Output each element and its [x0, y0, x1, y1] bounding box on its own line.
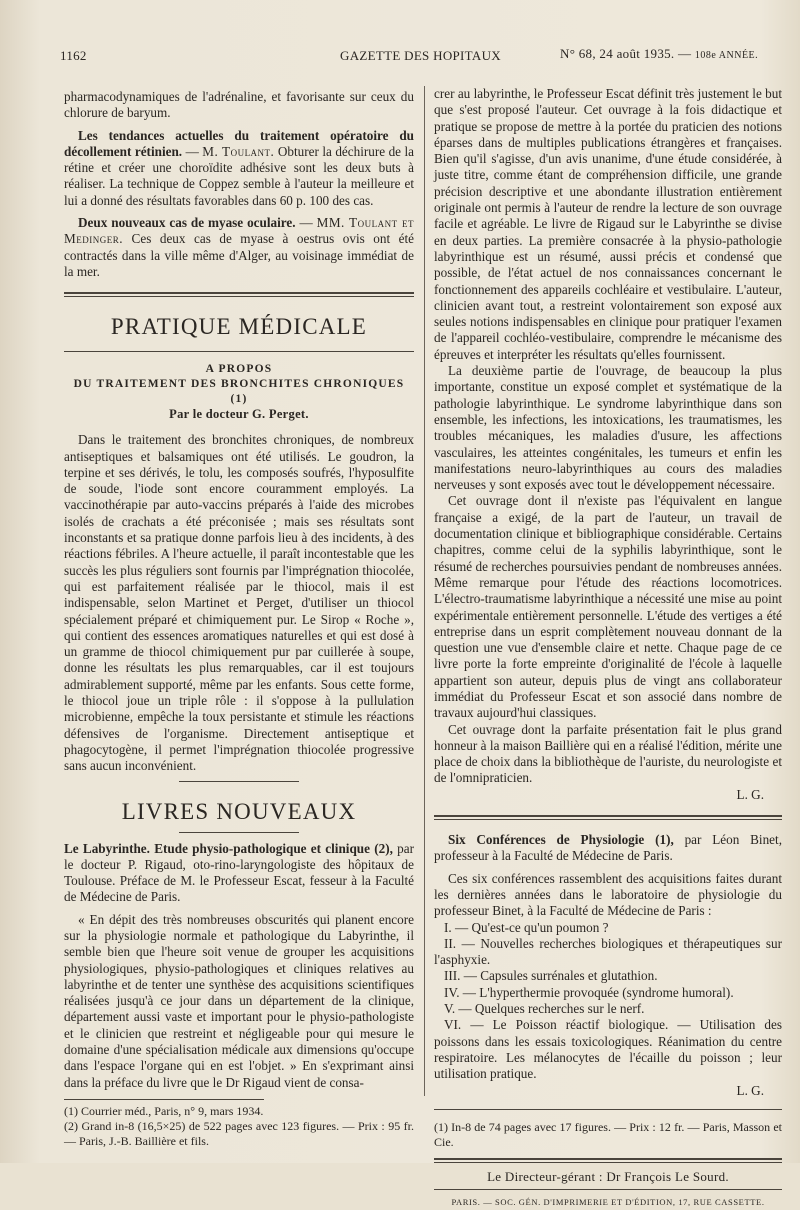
list-item: II. — Nouvelles recherches biologiques et thérapeutiques sur l'asphyxie.: [434, 935, 782, 968]
book-review-labyrinthe: [64, 841, 414, 906]
abstract-title: Deux nouveaux cas de myase oculaire.: [78, 215, 296, 231]
list-item: V. — Quelques recherches sur le nerf.: [444, 1001, 645, 1017]
section-rule: [434, 815, 782, 820]
left-column: [64, 89, 414, 1149]
issue-number: N° 68, 24 août 1935. —: [560, 46, 692, 61]
review-paragraph-2: La deuxième partie de l'ouvrage, de beaucoup la plus importante, constitue un exposé complet et systématique de la pathologie labyrinthique. Le syndrome labyrinthique dans son ensemble, les infections, les intoxications, les traumatismes, les troubles mécaniques, les maladies d'usure, les affections vasculaires, les atteintes congénitales, les tumeurs et enfin les manifestations neuro-labyrinthiques au cours des maladies nerveuses y sont exposés avec tout le développement nécessaire.: [434, 363, 782, 493]
article-title: DU TRAITEMENT DES BRONCHITES CHRONIQUES (1): [73, 378, 405, 406]
abstract-title: Les tendances actuelles du traitement opératoire du décollement rétinien.: [64, 127, 414, 159]
section-rule: [64, 292, 414, 297]
right-column: [434, 86, 782, 1210]
article-author: Par le docteur G. Perget.: [169, 407, 309, 422]
footnote-rule: [64, 1099, 264, 1100]
printer-line: PARIS. — SOC. GÉN. D'IMPRIMERIE ET D'ÉDITION, 17, RUE CASSETTE.: [451, 1197, 765, 1208]
conference-list: [434, 920, 782, 1083]
footnote-1: (1) Courrier méd., Paris, n° 9, mars 1934.: [64, 1103, 264, 1118]
abstract-author: M. Toulant.: [202, 143, 275, 159]
credit-rule: [434, 1158, 782, 1163]
page-number: 1162: [60, 48, 87, 63]
footnote-right: (1) In-8 de 74 pages avec 17 figures. — Prix : 12 fr. — Paris, Masson et Cie.: [434, 1119, 782, 1149]
footnote-rule: [434, 1109, 782, 1110]
book-review-physiologie: [434, 832, 782, 865]
article-body: Dans le traitement des bronchites chroniques, de nombreux antiseptiques et balsamiques ont été utilisés. Le goudron, la terpine et ses dérivés, le tolu, les composés soufrés, l'hyposulfite de soude, l'iode sont encore couramment employés. La vaccinothérapie par auto-vaccins préparés à l'aide des microbes isolés de crachats a été préconisée ; mais ses résultats sont inconstants et sa pratique donne parfois lieu à des incidents, à des réactions fébriles. A l'heure actuelle, il paraît incontestable que les succès les plus réguliers sont fournis par l'imprégnation thiocolée, qui est parfaitement réalisée par le thiocol, mais il est indispensable, selon Martinet et Perget, d'utiliser un thiocol spécialement préparé et chimiquement pur. Le Sirop « Roche », qui contient des essences aromatiques naturelles et qui est dosé à un gramme de thiocol chimiquement pur par cuillerée à soupe, donne les résultats les plus remarquables, car il est toujours admirablement supporté, même par les enfants. Sous cette forme, le thiocol joue un triple rôle : il s'oppose à la pullulation microbienne, empêche la toux persistante et stimule les réactions défensives de l'organisme. Directement antiseptique et phagocytogène, il permet l'imprégnation thiocolée progressive sans aucun inconvénient.: [64, 432, 414, 774]
year-label: 108e ANNÉE.: [694, 50, 759, 61]
abstract-myase: Deux nouveaux cas de myase oculaire. — MM. Toulant et Medinger. Ces deux cas de myase à oestrus ovis ont été contractés dans la ville même d'Alger, au voisinage immédiat de la mer.: [64, 215, 414, 279]
review-signature: L. G.: [736, 1082, 764, 1098]
short-rule: [179, 832, 299, 833]
section-title-pratique: PRATIQUE MÉDICALE: [110, 314, 368, 340]
review-continuation: crer au labyrinthe, le Professeur Escat définit très justement le but que s'est proposé l'auteur. Cet ouvrage à la fois didactique et pratique se propose de mettre à la portée du praticien des notions éparses dans de multiples publications étrangères et françaises. Bien qu'il s'agisse, d'un avis unanime, d'une étude considérée, à juste titre, comme étant de compréhension difficile, une grande précision descriptive et une abondante illustration entièrement originale ont permis à l'auteur de rendre la lecture de son ouvrage facile et agréable. Le livre de Rigaud sur le Labyrinthe se divise en deux parties. La première consacrée à la physio-pathologie labyrinthique est un résumé, aussi précis et condensé que possible, de l'état actuel de nos connaissances concernant le fonctionnement des appareils cochléaire et vestibulaire. L'auteur, clinicien avant tout, a restreint volontairement son exposé aux seules notions indispensables en clinique pour pratiquer l'examen de l'appareil cochléo-vestibulaire, comprendre le mécanisme des épreuves et interpréter les résultats qu'elles fournissent.: [434, 86, 782, 362]
review-signature: L. G.: [736, 786, 764, 802]
editor-credit: Le Directeur-gérant : Dr François Le Sourd.: [487, 1168, 729, 1184]
journal-title: GAZETTE DES HOPITAUX: [340, 48, 501, 63]
list-item: III. — Capsules surrénales et glutathion.: [444, 968, 658, 984]
printer-rule: [434, 1189, 782, 1190]
intro-paragraph: pharmacodynamiques de l'adrénaline, et favorisante sur ceux du chlorure de baryum.: [64, 89, 414, 121]
list-item: VI. — Le Poisson réactif biologique. — Utilisation des poissons dans les essais toxicologiques. Réanimation du centre respiratoire. Les mélanocytes de l'écaille du poisson ; leur utilisation pratique.: [434, 1017, 782, 1082]
abstract-text: Obturer la déchirure de la rétine et créer une choroïdite adhésive sont les deux buts à réaliser. La technique de Coppez semble à l'auteur la meilleure et lui a donné des résultats favorables dans 60 p. 100 des cas.: [64, 143, 415, 208]
abstract-retine: Les tendances actuelles du traitement opératoire du décollement rétinien. — M. Toulant. Obturer la déchirure de la rétine et créer une choroïdite adhésive sont les deux buts à réaliser. La technique de Coppez semble à l'auteur la meilleure et lui a donné des résultats favorables dans 60 p. 100 des cas.: [64, 127, 415, 208]
list-item: IV. — L'hyperthermie provoquée (syndrome humoral).: [444, 984, 734, 1000]
review-paragraph-4: Cet ouvrage dont la parfaite présentation fait le plus grand honneur à la maison Baillière qui en a réalisé l'édition, mérite une place de choix dans la bibliothèque de l'auriste, du neurologiste et de l'omnipraticien.: [434, 721, 782, 786]
column-divider: [424, 86, 425, 1096]
book-details: par le docteur P. Rigaud, oto-rino-laryngologiste des hôpitaux de Toulouse. Préface de M. le Professeur Escat, fesseur à la Faculté de Médecine de Paris.: [64, 840, 415, 905]
book-title: Six Conférences de Physiologie (1),: [448, 832, 674, 848]
article-kicker: A PROPOS: [205, 363, 273, 376]
abstract-author: MM. Toulant et Medinger.: [64, 215, 414, 247]
list-item: I. — Qu'est-ce qu'un poumon ?: [444, 919, 609, 935]
short-rule: [179, 781, 299, 782]
section-rule: [64, 351, 414, 352]
book-title: Le Labyrinthe. Etude physio-pathologique et clinique (2),: [64, 840, 393, 856]
issue-info: [560, 46, 758, 62]
abstract-text: Ces deux cas de myase à oestrus ovis ont été contractés dans la ville même d'Alger, au voisinage immédiat de la mer.: [64, 231, 414, 279]
book-author: par Léon Binet, professeur à la Faculté de Médecine de Paris.: [434, 832, 782, 864]
page-header: [60, 44, 780, 66]
section-title-livres: LIVRES NOUVEAUX: [121, 798, 357, 824]
book-summary: Ces six conférences rassemblent des acquisitions faites durant les dernières années dans le laboratoire de physiologie du professeur Binet, à la Faculté de Médecine de Paris :: [434, 870, 782, 919]
review-paragraph-3: Cet ouvrage dont il n'existe pas l'équivalent en langue française a exigé, de la part de l'auteur, un travail de documentation clinique et bibliographique considérable. Certains chapitres, comme celui de la syphilis labyrinthique, sont le résumé de recherches poursuivies pendant de nombreuses années. Même remarque pour l'étude des réactions locomotrices. L'électro-traumatisme labyrinthique a nécessité une mise au point expérimentale entièrement personnelle. L'étude des vertiges a été entreprise dans un esprit complètement nouveau donnant de la question une vue d'ensemble claire et nette. Chaque page de ce livre porte la forte empreinte d'originalité de l'école à laquelle appartient son auteur, depuis plus de vingt ans collaborateur immédiat du Professeur Escat et son associé dans nombre de travaux aujourd'hui classiques.: [434, 493, 782, 721]
footnote-2: (2) Grand in-8 (16,5×25) de 522 pages avec 123 figures. — Prix : 95 fr. — Paris, J.-B. Baillière et fils.: [64, 1118, 414, 1148]
book-quote: « En dépit des très nombreuses obscurités qui planent encore sur la physiologie normale et pathologique du Labyrinthe, il semble bien que l'heure soit venue de grouper les acquisitions physiologiques, physio-pathologiques et cliniques relatives au labyrinthe et de tenter une synthèse des acquisitions scientifiques réalisées jusqu'à ce jour dans un département de la clinique, département aussi vaste et important pour le physio-pathologiste et le clinicien que restreint et négligeable pour qui mesure le domaine d'une spécialisation médicale aux dimensions qu'occupe dans l'espace l'organe qui en est l'objet. » En s'exprimant ainsi dans la préface du livre que le Dr Rigaud vient de consa-: [64, 911, 414, 1090]
